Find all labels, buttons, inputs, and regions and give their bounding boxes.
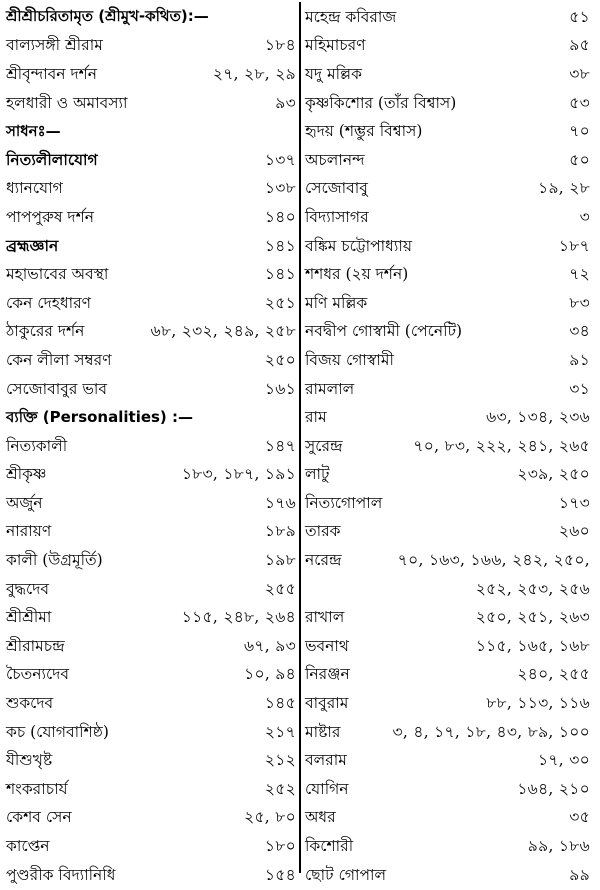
entry-term: তারক bbox=[305, 522, 341, 541]
entry-term: নিত্যকালী bbox=[6, 436, 68, 455]
entry-pages: ১৭, ৩০ bbox=[538, 751, 590, 770]
index-entry bbox=[305, 633, 590, 662]
index-entry bbox=[305, 547, 590, 576]
index-entry bbox=[6, 462, 296, 491]
entry-term: শ্রীশ্রীচরিতামৃত (শ্রীমুখ-কথিত):— bbox=[6, 7, 209, 26]
entry-term: হলধারী ও অমাবস্যা bbox=[6, 93, 128, 112]
entry-pages: ৮৮, ১১৩, ১১৬ bbox=[486, 694, 590, 713]
entry-term: কিশোরী bbox=[305, 837, 354, 856]
entry-term: সেজোবাবুর ভাব bbox=[6, 379, 107, 398]
column-divider bbox=[299, 2, 301, 873]
index-entry bbox=[6, 633, 296, 662]
entry-pages: ১০, ৯৪ bbox=[244, 665, 296, 684]
index-column-left bbox=[6, 4, 296, 890]
entry-pages: ৫১ bbox=[569, 7, 590, 26]
entry-pages: ৬৮, ২৩২, ২৪৯, ২৫৮ bbox=[150, 322, 296, 341]
entry-term: বলরাম bbox=[305, 751, 347, 770]
entry-term: শ্রীরামচন্দ্র bbox=[6, 636, 65, 655]
entry-term: শংকরাচার্য bbox=[6, 779, 68, 798]
index-entry bbox=[6, 604, 296, 633]
entry-term: ছোট গোপাল bbox=[305, 865, 387, 884]
entry-term: ভবনাথ bbox=[305, 636, 349, 655]
section-heading bbox=[6, 4, 296, 33]
entry-term: ধ্যানযোগ bbox=[6, 179, 63, 198]
entry-pages: ৯৯ bbox=[569, 865, 590, 884]
index-entry bbox=[305, 90, 590, 119]
entry-pages: ১৯৮ bbox=[264, 551, 296, 570]
entry-term: কৃষ্ণকিশোর (তাঁর বিশ্বাস) bbox=[305, 93, 457, 112]
index-entry bbox=[305, 261, 590, 290]
index-entry bbox=[6, 376, 296, 405]
entry-term: বঙ্কিম চট্টোপাধ্যায় bbox=[305, 236, 412, 255]
index-entry bbox=[6, 747, 296, 776]
index-entry bbox=[305, 404, 590, 433]
index-entry bbox=[6, 776, 296, 805]
index-entry bbox=[305, 33, 590, 62]
entry-pages: ৯১ bbox=[569, 350, 590, 369]
entry-pages: ১৮৪ bbox=[264, 36, 296, 55]
index-entry bbox=[6, 147, 296, 176]
entry-term: সেজোবাবু bbox=[305, 179, 368, 198]
index-entry bbox=[305, 662, 590, 691]
index-entry bbox=[305, 576, 590, 605]
entry-pages: ১৭৬ bbox=[264, 493, 296, 512]
entry-term: বিজয় গোস্বামী bbox=[305, 350, 394, 369]
section-heading bbox=[6, 118, 296, 147]
entry-pages: ৬৩, ১৩৪, ২৩৬ bbox=[486, 408, 590, 427]
entry-term: চৈতন্যদেব bbox=[6, 665, 70, 684]
index-entry bbox=[6, 719, 296, 748]
entry-pages: ২৫০, ২৫১, ২৬৩ bbox=[475, 608, 590, 627]
entry-pages: ৫৩ bbox=[569, 93, 590, 112]
index-entry bbox=[305, 233, 590, 262]
index-entry bbox=[6, 319, 296, 348]
entry-term: হৃদয় (শম্ভুর বিশ্বাস) bbox=[305, 122, 423, 141]
entry-pages: ২১৭ bbox=[264, 722, 296, 741]
index-entry bbox=[305, 118, 590, 147]
index-entry bbox=[305, 690, 590, 719]
entry-term: নবদ্বীপ গোস্বামী (পেনেটি) bbox=[305, 322, 463, 341]
entry-pages: ৭০, ১৬৩, ১৬৬, ২৪২, ২৫০, bbox=[397, 551, 590, 570]
entry-term: নরেন্দ্র bbox=[305, 551, 342, 570]
entry-pages: ১৮৭ bbox=[558, 236, 590, 255]
entry-pages: ২৫, ৮০ bbox=[244, 808, 296, 827]
index-entry bbox=[6, 33, 296, 62]
entry-pages: ২১২ bbox=[264, 751, 296, 770]
entry-pages: ১৯, ২৮ bbox=[538, 179, 590, 198]
entry-term: অর্জুন bbox=[6, 493, 43, 512]
entry-pages: ১৭৩ bbox=[558, 493, 590, 512]
entry-term: মহিমাচরণ bbox=[305, 36, 366, 55]
entry-term: মহেন্দ্র কবিরাজ bbox=[305, 7, 397, 26]
entry-term: নিরঞ্জন bbox=[305, 665, 350, 684]
entry-term: বিদ্যাসাগর bbox=[305, 207, 369, 226]
index-entry bbox=[6, 862, 296, 890]
index-entry bbox=[6, 490, 296, 519]
entry-pages: ৭০ bbox=[569, 122, 590, 141]
entry-pages: ১৩৭ bbox=[264, 150, 296, 169]
entry-term: কেন লীলা সম্বরণ bbox=[6, 350, 112, 369]
index-entry bbox=[305, 290, 590, 319]
entry-term: বাবুরাম bbox=[305, 694, 349, 713]
entry-pages: ৩৪ bbox=[569, 322, 590, 341]
index-entry bbox=[305, 462, 590, 491]
entry-pages: ৩৮ bbox=[569, 64, 590, 83]
index-entry bbox=[305, 4, 590, 33]
index-entry bbox=[305, 719, 590, 748]
entry-pages: ৩, ৪, ১৭, ১৮, ৪৩, ৮৯, ১০০ bbox=[392, 722, 590, 741]
index-entry bbox=[6, 576, 296, 605]
entry-pages: ১৮৩, ১৮৭, ১৯১ bbox=[181, 465, 296, 484]
entry-term: শ্রীকৃষ্ণ bbox=[6, 465, 47, 484]
entry-term: সুরেন্দ্র bbox=[305, 436, 343, 455]
entry-pages: ২৬০ bbox=[558, 522, 590, 541]
entry-term: ঠাকুরের দর্শন bbox=[6, 322, 85, 341]
entry-pages: ১৫৪ bbox=[264, 865, 296, 884]
entry-pages: ৯৯, ১৮৬ bbox=[527, 837, 590, 856]
index-entry bbox=[6, 833, 296, 862]
index-entry bbox=[305, 862, 590, 890]
entry-term: কালী (উগ্রমূর্তি) bbox=[6, 551, 103, 570]
entry-term: শ্রীশ্রীমা bbox=[6, 608, 52, 627]
index-entry bbox=[6, 61, 296, 90]
index-entry bbox=[305, 747, 590, 776]
entry-pages: ১৪১ bbox=[264, 236, 296, 255]
entry-pages: ৬৭, ৯৩ bbox=[244, 636, 296, 655]
index-entry bbox=[6, 176, 296, 205]
entry-pages: ১৬১ bbox=[264, 379, 296, 398]
entry-term: মণি মল্লিক bbox=[305, 293, 368, 312]
index-entry bbox=[305, 147, 590, 176]
entry-term: বুদ্ধদেব bbox=[6, 579, 49, 598]
entry-term: যীশুখৃষ্ট bbox=[6, 751, 53, 770]
index-entry bbox=[6, 805, 296, 834]
entry-term: শশধর (২য় দর্শন) bbox=[305, 265, 409, 284]
entry-term: নারায়ণ bbox=[6, 522, 52, 541]
index-entry bbox=[6, 662, 296, 691]
entry-pages: ১৪০ bbox=[264, 207, 296, 226]
entry-pages: ২৫২ bbox=[264, 779, 296, 798]
index-entry bbox=[6, 347, 296, 376]
entry-term: সাধনঃ— bbox=[6, 121, 61, 140]
entry-term: অধর bbox=[305, 808, 336, 827]
entry-pages: ১৪১ bbox=[264, 265, 296, 284]
entry-term: নিত্যলীলাযোগ bbox=[6, 149, 98, 169]
entry-pages: ৩ bbox=[579, 207, 590, 226]
entry-pages: ১৩৮ bbox=[264, 179, 296, 198]
index-column-right bbox=[305, 4, 590, 890]
index-entry bbox=[305, 433, 590, 462]
entry-pages: ৭২ bbox=[569, 265, 590, 284]
index-entry bbox=[305, 805, 590, 834]
entry-term: কেশব সেন bbox=[6, 808, 72, 827]
entry-pages: ১১৫, ১৬৫, ১৬৮ bbox=[475, 636, 590, 655]
index-entry bbox=[6, 90, 296, 119]
entry-term: শুকদেব bbox=[6, 694, 54, 713]
entry-pages: ৩১ bbox=[569, 379, 590, 398]
index-entry bbox=[305, 519, 590, 548]
entry-pages: ৯৫ bbox=[569, 36, 590, 55]
index-entry bbox=[305, 61, 590, 90]
index-entry bbox=[305, 204, 590, 233]
entry-term: বাল্যসঙ্গী শ্রীরাম bbox=[6, 36, 103, 55]
entry-pages: ২৩৯, ২৫০ bbox=[517, 465, 590, 484]
entry-pages: ২৭, ২৮, ২৯ bbox=[212, 64, 296, 83]
entry-term: পাপপুরুষ দর্শন bbox=[6, 207, 94, 226]
entry-pages: ৫০ bbox=[569, 150, 590, 169]
entry-term: শ্রীবৃন্দাবন দর্শন bbox=[6, 64, 98, 83]
entry-term: কচ (যোগবাশিষ্ঠ) bbox=[6, 722, 109, 741]
index-entry bbox=[6, 261, 296, 290]
entry-pages: ২৫২, ২৫৩, ২৫৬ bbox=[475, 579, 590, 598]
entry-pages: ২৫১ bbox=[264, 293, 296, 312]
entry-pages: ১৮০ bbox=[264, 837, 296, 856]
index-entry bbox=[6, 519, 296, 548]
entry-pages: ২৪০, ২৫৫ bbox=[517, 665, 590, 684]
entry-pages: ৯৩ bbox=[275, 93, 296, 112]
entry-pages: ৩৫ bbox=[569, 808, 590, 827]
entry-term: যদু মল্লিক bbox=[305, 64, 362, 83]
entry-pages: ১৪৫ bbox=[264, 694, 296, 713]
entry-term: যোগিন bbox=[305, 779, 349, 798]
index-entry bbox=[6, 204, 296, 233]
index-entry bbox=[6, 433, 296, 462]
index-entry bbox=[305, 319, 590, 348]
entry-pages: ৭০, ৮৩, ২২২, ২৪১, ২৬৫ bbox=[413, 436, 590, 455]
entry-term: কেন দেহধারণ bbox=[6, 293, 91, 312]
entry-term: কাপ্তেন bbox=[6, 837, 50, 856]
index-entry bbox=[305, 376, 590, 405]
entry-term: রামলাল bbox=[305, 379, 355, 398]
entry-term: অচলানন্দ bbox=[305, 150, 365, 169]
section-heading bbox=[6, 404, 296, 433]
entry-term: লাটু bbox=[305, 465, 330, 484]
entry-pages: ৮৩ bbox=[569, 293, 590, 312]
entry-term: মহাভাবের অবস্থা bbox=[6, 265, 109, 284]
index-entry bbox=[305, 347, 590, 376]
entry-pages: ১৮৯ bbox=[264, 522, 296, 541]
index-entry bbox=[305, 176, 590, 205]
entry-pages: ২৫৫ bbox=[264, 579, 296, 598]
entry-term: ব্রহ্মজ্ঞান bbox=[6, 235, 59, 255]
entry-term: নিত্যগোপাল bbox=[305, 493, 383, 512]
entry-pages: ১৬৪, ২১০ bbox=[517, 779, 590, 798]
index-entry bbox=[305, 776, 590, 805]
index-entry bbox=[305, 604, 590, 633]
index-entry bbox=[6, 233, 296, 262]
index-entry bbox=[6, 290, 296, 319]
index-entry bbox=[6, 690, 296, 719]
index-entry bbox=[6, 547, 296, 576]
entry-pages: ১১৫, ২৪৮, ২৬৪ bbox=[181, 608, 296, 627]
entry-term: রাখাল bbox=[305, 608, 345, 627]
entry-pages: ২৫০ bbox=[264, 350, 296, 369]
index-entry bbox=[305, 833, 590, 862]
entry-term: ব্যক্তি (Personalities) :— bbox=[6, 407, 194, 426]
entry-pages: ১৪৭ bbox=[264, 436, 296, 455]
entry-term: রাম bbox=[305, 408, 327, 427]
entry-term: পুণ্ডরীক বিদ্যানিধি bbox=[6, 865, 116, 884]
index-entry bbox=[305, 490, 590, 519]
entry-term: মাষ্টার bbox=[305, 722, 341, 741]
